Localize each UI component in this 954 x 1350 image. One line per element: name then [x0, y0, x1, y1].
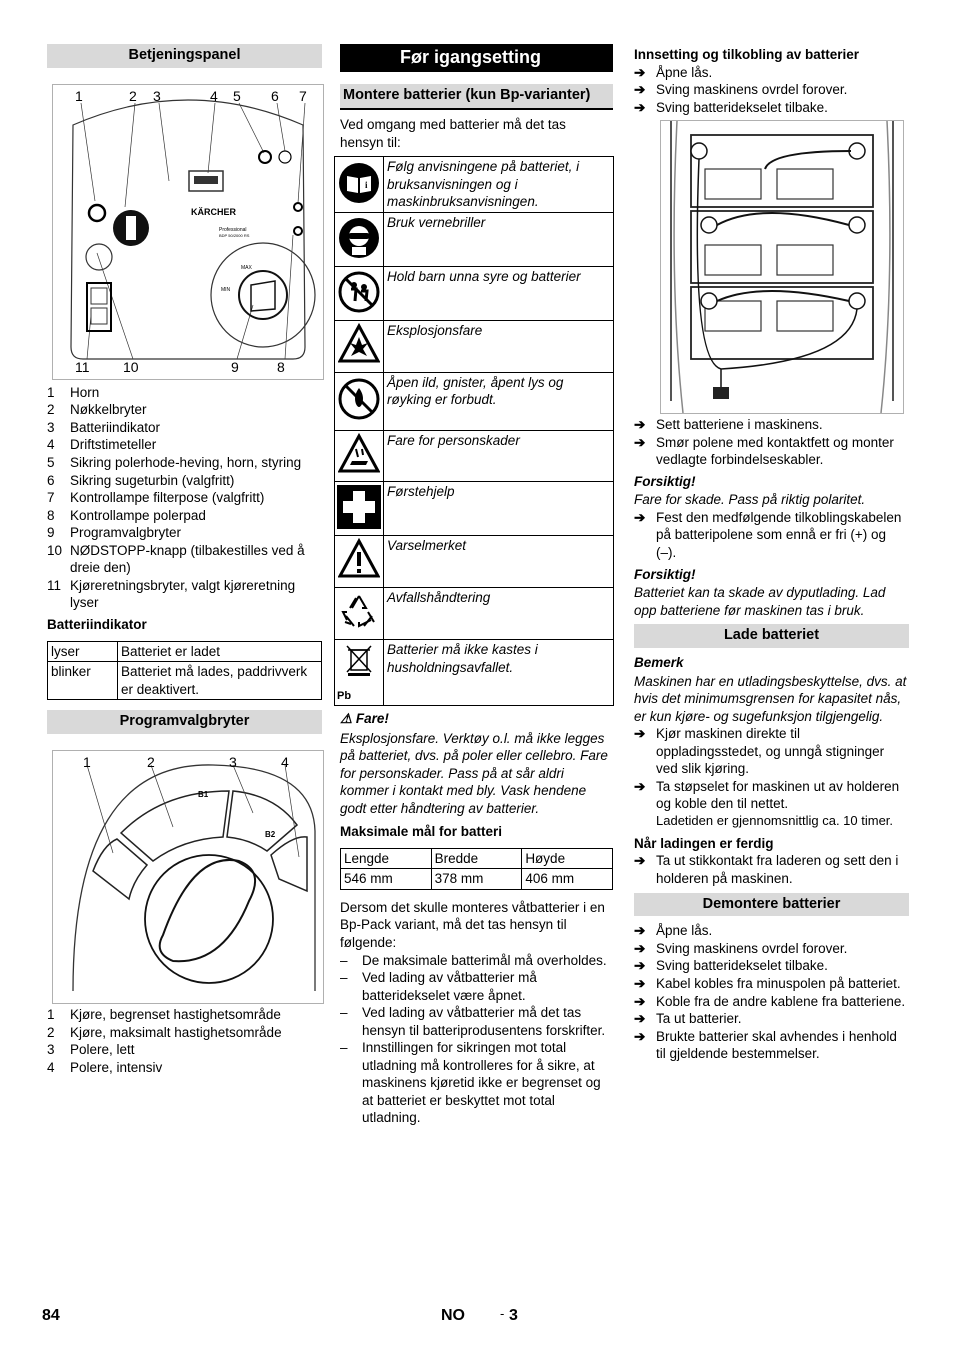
sub-heading-montere-batterier: Montere batterier (kun Bp-varianter) [340, 84, 613, 110]
item-text: Kjøreretningsbryter, valgt kjøreretning lyser [70, 577, 296, 611]
item-text: Driftstimeteller [70, 437, 157, 453]
panel-model-line1: Professional [219, 226, 247, 233]
list-item [47, 472, 322, 490]
list-item [634, 725, 909, 778]
list-item [634, 64, 909, 82]
done-steps-list [634, 852, 909, 887]
battery-symbols-table [334, 156, 614, 706]
danger-text: Eksplosjonsfare. Verktøy o.l. må ikke legges på batteriet, dvs. på poler eller cellebro. Fare for personskader. Pass på at sår aldri kommer i kontakt med bly. Vask hendene godt etter håndtering av batterier. [340, 730, 608, 816]
control-panel-drawing [53, 85, 323, 379]
step-text: Sving batteridekselet tilbake. [656, 958, 828, 974]
list-item [47, 1059, 322, 1077]
item-text: Sikring polerhode-heving, horn, styring [70, 455, 302, 471]
item-number: 11 [47, 577, 62, 593]
list-item [634, 1010, 909, 1028]
dims-heading: Maksimale mål for batteri [340, 824, 503, 840]
panel-num-1: 1 [75, 87, 83, 104]
footer-lang: NO [441, 1307, 465, 1324]
arrow-icon: ➔ [634, 82, 646, 98]
table-cell: 406 mm [522, 869, 613, 890]
item-text: Ved lading av våtbatterier må det tas hensyn til batteriprodusentens forskrifter. [362, 1005, 606, 1038]
panel-num-8: 8 [277, 358, 285, 375]
panel-num-9: 9 [231, 358, 239, 375]
dash-bullet: – [340, 952, 348, 968]
table-header-cell: Høyde [522, 848, 613, 869]
list-item [634, 940, 909, 958]
program-selector-figure [52, 750, 324, 1004]
panel-num-10: 10 [123, 358, 139, 375]
step-text: Ta ut batterier. [656, 1011, 742, 1027]
note-label: Bemerk [634, 655, 684, 671]
list-item [634, 416, 909, 434]
section-heading-lade-batteriet: Lade batteriet [634, 624, 909, 648]
table-row [335, 587, 614, 639]
list-item [634, 975, 909, 993]
section-heading-demontere-batterier: Demontere batterier [634, 893, 909, 917]
panel-num-6: 6 [271, 87, 279, 104]
panel-num-5: 5 [233, 87, 241, 104]
list-item [47, 577, 322, 612]
step-text: Sving batteridekselet tilbake. [656, 99, 828, 115]
table-header-cell: Bredde [431, 848, 522, 869]
column-1 [47, 44, 322, 1076]
insert-steps-list [634, 64, 909, 117]
list-item [634, 99, 909, 117]
insert-steps2-list [634, 416, 909, 469]
wet-battery-intro: Dersom det skulle monteres våtbatterier i en Bp-Pack variant, må det tas hensyn til følgende: [340, 899, 605, 950]
footer-page-in-section: 3 [509, 1307, 518, 1324]
symbol-cell [335, 372, 384, 430]
arrow-icon: ➔ [634, 1011, 646, 1027]
symbol-text: Avfallshåndtering [384, 587, 614, 639]
no-bin-icon [338, 672, 380, 687]
item-number: 4 [47, 437, 55, 453]
step-text: Fest den medfølgende tilkoblingskabelen på batteripolene som ennå er fri (+) og (–). [656, 509, 902, 561]
dash-bullet: – [340, 1005, 348, 1021]
symbol-cell [335, 157, 384, 213]
table-row [335, 213, 614, 267]
step-text: Ta støpselet for maskinen ut av holderen og koble den til nettet. [656, 778, 900, 812]
list-item [634, 922, 909, 940]
arrow-icon: ➔ [634, 993, 646, 1009]
item-text: Kontrollampe polerpad [70, 507, 206, 523]
arrow-icon: ➔ [634, 509, 646, 525]
arrow-icon: ➔ [634, 923, 646, 939]
caution1-text: Fare for skade. Pass på riktig polaritet. [634, 492, 866, 508]
footer-sep: - [500, 1306, 505, 1321]
note-text: Maskinen har en utladingsbeskyttelse, dvs. at hvis det minimumsgrensen for kapasitet nås, er kun kjøre- og sugefunksjon tilgjengelig. [634, 673, 907, 724]
symbol-cell [335, 267, 384, 321]
arrow-icon: ➔ [634, 975, 646, 991]
danger-label-text: Fare! [355, 710, 389, 726]
prog-num-2: 2 [147, 753, 155, 770]
list-item [47, 524, 322, 542]
symbol-text: Åpen ild, gnister, åpent lys og røyking er forbudt. [384, 372, 614, 430]
table-cell: Batteriet er ladet [118, 641, 322, 662]
list-item [47, 401, 322, 419]
item-number: 7 [47, 490, 55, 506]
item-number: 3 [47, 419, 55, 435]
item-number: 10 [47, 542, 63, 558]
list-item [47, 489, 322, 507]
list-item [47, 542, 322, 577]
arrow-icon: ➔ [634, 1028, 646, 1044]
arrow-icon: ➔ [634, 778, 646, 794]
step-text: Smør polene med kontaktfett og monter vedlagte forbindelseskabler. [656, 434, 894, 468]
section-heading-betjeningspanel: Betjeningspanel [47, 44, 322, 68]
children-icon [338, 301, 380, 316]
list-item [47, 436, 322, 454]
step-text: Åpne lås. [656, 64, 713, 80]
prog-num-4: 4 [281, 753, 289, 770]
battery-compartment-drawing [661, 121, 903, 413]
section-heading-programvalgbryter: Programvalgbryter [47, 710, 322, 734]
main-heading: Før igangsetting [340, 44, 613, 72]
arrow-icon: ➔ [634, 99, 646, 115]
item-number: 1 [47, 1006, 55, 1022]
list-item [47, 1024, 322, 1042]
item-text: Polere, lett [70, 1042, 135, 1058]
warning-icon [338, 568, 380, 583]
battery-indicator-heading: Batteriindikator [47, 616, 147, 632]
list-item [47, 1006, 322, 1024]
list-item [634, 957, 909, 975]
item-number: 1 [47, 384, 55, 400]
list-item [47, 1041, 322, 1059]
recycle-icon [338, 620, 380, 635]
caution1-label: Forsiktig! [634, 473, 696, 489]
table-row [341, 869, 613, 890]
symbol-text: Eksplosjonsfare [384, 321, 614, 373]
prog-num-1: 1 [83, 753, 91, 770]
list-item [634, 434, 909, 469]
symbol-cell [335, 482, 384, 536]
list-item [634, 852, 909, 887]
warning-icon: ⚠ [340, 710, 353, 726]
item-number: 3 [47, 1042, 55, 1058]
item-text: Kontrollampe filterpose (valgfritt) [70, 490, 265, 506]
table-row [335, 482, 614, 536]
program-selector-drawing [53, 751, 323, 1003]
caution2-text: Batteriet kan ta skade av dyputlading. Lad opp batteriene før maskinen tas i bruk. [634, 585, 886, 618]
panel-legend-list [47, 384, 322, 612]
dash-bullet: – [340, 970, 348, 986]
battery-dims-table [340, 848, 613, 890]
first-aid-icon [337, 517, 381, 532]
charge-time: Ladetiden er gjennomsnittlig ca. 10 timer. [656, 812, 894, 828]
list-item [47, 507, 322, 525]
panel-num-4: 4 [210, 87, 218, 104]
table-row [335, 639, 614, 705]
svg-text:i: i [365, 179, 368, 190]
corrosive-icon [338, 463, 380, 478]
step-text: Koble fra de andre kablene fra batteriene. [656, 993, 906, 1009]
list-item [634, 1028, 909, 1063]
no-fire-icon [338, 408, 380, 423]
panel-model-line2: BDP 50/2000 RS [219, 232, 250, 238]
table-row [335, 157, 614, 213]
insert-heading: Innsetting og tilkobling av batterier [634, 47, 860, 62]
table-cell: Batteriet må lades, paddrivverk er deaktivert. [118, 662, 322, 700]
table-row [341, 848, 613, 869]
item-text: Sikring sugeturbin (valgfritt) [70, 472, 235, 488]
remove-steps-list [634, 922, 909, 1062]
list-item [47, 419, 322, 437]
symbol-text: Førstehjelp [384, 482, 614, 536]
explosion-icon [338, 353, 380, 368]
column-2 [337, 44, 613, 1127]
list-item [340, 1004, 613, 1039]
prog-b2-label: B2 [265, 829, 276, 839]
list-item [47, 454, 322, 472]
symbol-text: Bruk vernebriller [384, 213, 614, 267]
table-cell: blinker [48, 662, 118, 700]
program-legend-list [47, 1006, 322, 1076]
table-cell: 378 mm [431, 869, 522, 890]
item-text: NØDSTOPP-knapp (tilbakestilles ved å dreie den) [70, 542, 305, 576]
step-text: Brukte batterier skal avhendes i henhold til gjeldende bestemmelser. [656, 1028, 897, 1062]
caution2-label: Forsiktig! [634, 566, 696, 582]
item-number: 4 [47, 1059, 55, 1075]
prog-num-3: 3 [229, 753, 237, 770]
page-number: 84 [42, 1307, 60, 1324]
arrow-icon: ➔ [634, 64, 646, 80]
item-number: 2 [47, 402, 55, 418]
step-text: Kabel kobles fra minuspolen på batteriet. [656, 975, 901, 991]
list-item [340, 1039, 613, 1127]
table-cell: 546 mm [341, 869, 432, 890]
step-text: Sving maskinens ovrdel forover. [656, 940, 848, 956]
prog-b1-label: B1 [198, 789, 209, 799]
table-header-cell: Lengde [341, 848, 432, 869]
arrow-icon: ➔ [634, 853, 646, 869]
symbol-cell [335, 321, 384, 373]
symbol-cell [335, 536, 384, 588]
symbol-cell [335, 587, 384, 639]
table-row [335, 372, 614, 430]
symbol-text: Følg anvisningene på batteriet, i bruksanvisningen og i maskinbruksanvisningen. [384, 157, 614, 213]
item-number: 8 [47, 507, 55, 523]
table-row [335, 321, 614, 373]
step-text: Åpne lås. [656, 923, 713, 939]
battery-compartment-figure [660, 120, 904, 414]
manual-icon [338, 179, 380, 207]
panel-min-label: MIN [221, 286, 231, 293]
table-row [335, 536, 614, 588]
arrow-icon: ➔ [634, 434, 646, 450]
list-item [634, 509, 909, 562]
goggles-icon [338, 247, 380, 262]
item-number: 2 [47, 1024, 55, 1040]
arrow-icon: ➔ [634, 940, 646, 956]
wet-battery-list [340, 952, 613, 1127]
item-number: 6 [47, 472, 55, 488]
list-item [634, 81, 909, 99]
control-panel-figure [52, 84, 324, 380]
item-number: 5 [47, 455, 55, 471]
symbol-text: Hold barn unna syre og batterier [384, 267, 614, 321]
symbol-text: Fare for personskader [384, 430, 614, 482]
list-item [340, 969, 613, 1004]
panel-num-3: 3 [153, 87, 161, 104]
battery-indicator-table [47, 641, 322, 701]
symbol-cell [335, 213, 384, 267]
symbol-cell [335, 430, 384, 482]
step-text: Kjør maskinen direkte til oppladingsstedet, og unngå stigninger ved slik kjøring. [656, 726, 885, 777]
intro-text: Ved omgang med batterier må det tas hensyn til: [340, 117, 566, 150]
item-text: Programvalgbryter [70, 525, 182, 541]
step-text: Sett batteriene i maskinens. [656, 417, 823, 433]
arrow-icon: ➔ [634, 417, 646, 433]
item-text: Nøkkelbryter [70, 402, 147, 418]
column-3 [634, 44, 909, 1063]
item-text: Polere, intensiv [70, 1059, 163, 1075]
table-row [48, 641, 322, 662]
symbol-text: Batterier må ikke kastes i husholdningsavfallet. [384, 639, 614, 705]
item-text: Batteriindikator [70, 419, 161, 435]
panel-max-label: MAX [241, 264, 252, 271]
arrow-icon: ➔ [634, 726, 646, 742]
item-text: De maksimale batterimål må overholdes. [362, 952, 607, 968]
list-item [47, 384, 322, 402]
list-item [340, 952, 613, 970]
arrow-icon: ➔ [634, 958, 646, 974]
panel-num-11: 11 [75, 358, 90, 375]
panel-brand-text: KÄRCHER [191, 206, 236, 217]
table-row [48, 662, 322, 700]
list-item [634, 778, 909, 813]
table-row [335, 267, 614, 321]
list-item [634, 993, 909, 1011]
charge-steps-list [634, 725, 909, 813]
step-text: Ta ut stikkontakt fra laderen og sett den i holderen på maskinen. [656, 853, 899, 886]
item-text: Kjøre, maksimalt hastighetsområde [70, 1024, 282, 1040]
danger-label [340, 710, 613, 728]
item-number: 9 [47, 525, 55, 541]
item-text: Kjøre, begrenset hastighetsområde [70, 1006, 281, 1022]
item-text: Innstillingen for sikringen mot total utladning må kontrolleres for å sikre, at maskinens kjøretid ikke er begrenset og at batteriet er beskyttet mot total utladning. [362, 1040, 601, 1126]
item-text: Ved lading av våtbatterier må batteridekselet være åpnet. [362, 970, 537, 1003]
panel-num-2: 2 [129, 87, 137, 104]
table-cell: lyser [48, 641, 118, 662]
dash-bullet: – [340, 1040, 348, 1056]
panel-num-7: 7 [299, 87, 307, 104]
step-text: Sving maskinens ovrdel forover. [656, 82, 848, 98]
table-row [335, 430, 614, 482]
done-heading: Når ladingen er ferdig [634, 835, 774, 851]
pb-label: Pb [337, 689, 352, 702]
item-text: Horn [70, 384, 100, 400]
insert-steps3-list [634, 509, 909, 562]
symbol-text: Varselmerket [384, 536, 614, 588]
symbol-cell [335, 639, 384, 705]
